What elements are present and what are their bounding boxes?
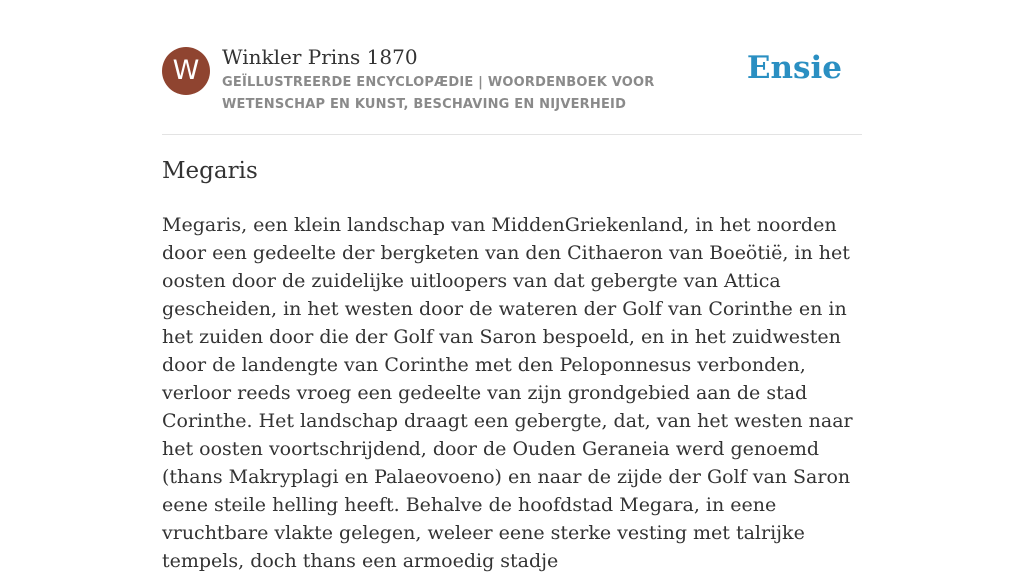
article-body: Megaris, een klein landschap van MiddenGriekenland, in het noorden door een gedeelte der bergketen van den Cithaeron van Boeötië, in het oosten door de zuidelijke uitloopers van dat gebergte van Attica gescheiden, in het westen door de wateren der Golf van Corinthe en in het zuiden door die der Golf van Saron bespoeld, en in het zuidwesten door de landengte van Corinthe met den Peloponnesus verbonden, verloor reeds vroeg een gedeelte van zijn grondgebied aan de stad Corinthe. Het landschap draagt een gebergte, dat, van het westen naar het oosten voortschrijdend, door de Ouden Geraneia werd genoemd (thans Makryplagi en Palaeovoeno) en naar de zijde der Golf van Saron eene steile helling heeft. Behalve de hoofdstad Megara, in eene vruchtbare vlakte gelegen, weleer eene sterke vesting met talrijke tempels, doch thans een armoedig stadje (162, 214, 853, 572)
source-subtitle: GEÏLLUSTREERDE ENCYCLOPÆDIE | WOORDENBOEK VOOR WETENSCHAP EN KUNST, BESCHAVING EN NIJVERHEID (222, 75, 655, 112)
source-header (162, 0, 862, 135)
article-title: Megaris (162, 158, 258, 184)
source-avatar[interactable]: W (162, 47, 210, 95)
content-column (162, 0, 862, 572)
source-title-link[interactable]: Winkler Prins 1870 (222, 45, 418, 69)
ensie-logo[interactable]: Ensie (746, 50, 842, 86)
